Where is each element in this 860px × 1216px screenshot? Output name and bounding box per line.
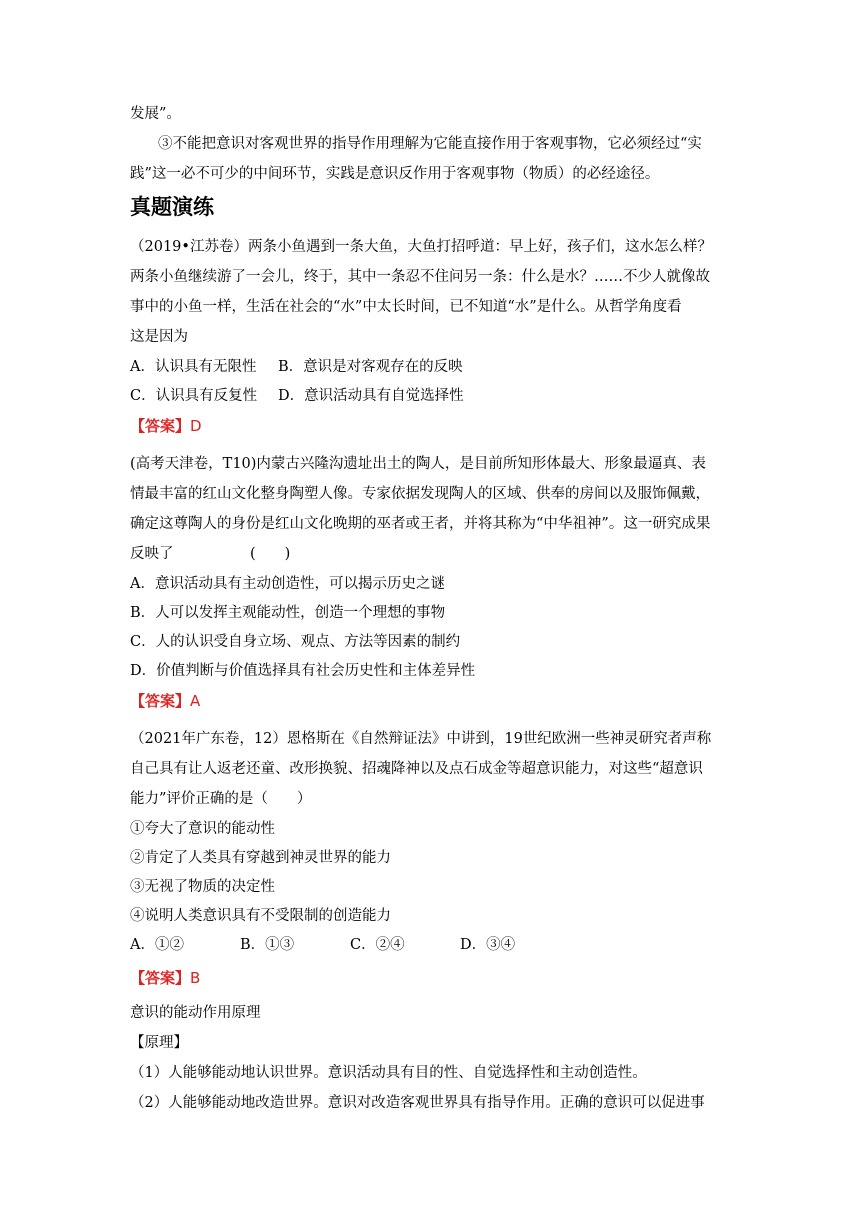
statement-3: ③无视了物质的决定性	[130, 879, 275, 895]
answer	[130, 691, 200, 711]
option-c: C．人的认识受自身立场、观点、方法等因素的制约	[130, 634, 461, 650]
option-c: C．认识具有反复性	[130, 388, 258, 404]
answer-label: 【答案】	[130, 969, 191, 987]
question-text: 这是因为	[130, 329, 188, 345]
question-text: 确定这尊陶人的身份是红山文化晚期的巫者或王者，并将其称为“中华祖神”。这一研究成果	[130, 516, 711, 532]
option-a: A．①②	[130, 937, 184, 953]
answer	[130, 416, 202, 436]
answer-label: 【答案】	[130, 417, 191, 435]
answer-value: B	[190, 969, 201, 987]
answer	[130, 968, 200, 988]
option-d: D．价值判断与价值选择具有社会历史性和主体差异性	[130, 663, 476, 679]
statement-2: ②肯定了人类具有穿越到神灵世界的能力	[130, 850, 391, 866]
option-row	[130, 357, 463, 377]
question-text: 两条小鱼继续游了一会儿，终于，其中一条忍不住问另一条：什么是水？……不少人就像故	[130, 269, 710, 285]
question-text: （2019•江苏卷）两条小鱼遇到一条大鱼，大鱼打招呼道：早上好，孩子们，这水怎么样？	[130, 239, 712, 255]
statement-1: ①夸大了意识的能动性	[130, 821, 275, 837]
answer-label: 【答案】	[130, 692, 191, 710]
text-line: （1）人能够能动地认识世界。意识活动具有目的性、自觉选择性和主动创造性。	[130, 1065, 647, 1081]
answer-value: A	[190, 692, 201, 710]
option-b: B．①③	[240, 937, 295, 953]
option-row	[130, 386, 464, 406]
question-text: 情最丰富的红山文化整身陶塑人像。专家依据发现陶人的区域、供奉的房间以及服饰佩戴，	[130, 486, 710, 502]
section-title: 真题演练	[130, 195, 214, 219]
text-line: 意识的能动作用原理	[130, 1005, 261, 1021]
option-d: D．③④	[460, 937, 516, 953]
question-text: 能力”评价正确的是（ ）	[130, 791, 312, 807]
option-row	[130, 935, 515, 955]
option-d: D．意识活动具有自觉选择性	[278, 388, 464, 404]
text-line: 践”这一必不可少的中间环节，实践是意识反作用于客观事物（物质）的必经途径。	[130, 166, 660, 182]
text-line: ③不能把意识对客观世界的指导作用理解为它能直接作用于客观事物，它必须经过“实	[158, 136, 702, 152]
option-b: B．意识是对客观存在的反映	[278, 359, 463, 375]
question-text: 事中的小鱼一样，生活在社会的“水”中太长时间，已不知道“水”是什么。从哲学角度看	[130, 299, 682, 315]
option-c: C．②④	[350, 937, 405, 953]
text-line: 发展”。	[130, 106, 181, 122]
question-text: （2021年广东卷，12）恩格斯在《自然辩证法》中讲到，19世纪欧洲一些神灵研究者声称	[130, 731, 712, 747]
question-text: 自己具有让人返老还童、改形换貌、招魂降神以及点石成金等超意识能力，对这些“超意识	[130, 761, 703, 777]
answer-value: D	[190, 417, 202, 435]
option-b: B．人可以发挥主观能动性，创造一个理想的事物	[130, 605, 446, 621]
option-a: A．认识具有无限性	[130, 359, 257, 375]
question-text: (高考天津卷，T10)内蒙古兴隆沟遗址出土的陶人，是目前所知形体最大、形象最逼真、表	[130, 456, 706, 472]
option-a: A．意识活动具有主动创造性，可以揭示历史之谜	[130, 576, 445, 592]
statement-4: ④说明人类意识具有不受限制的创造能力	[130, 908, 391, 924]
subheading: 【原理】	[130, 1035, 188, 1051]
text-line: （2）人能够能动地改造世界。意识对改造客观世界具有指导作用。正确的意识可以促进事	[130, 1095, 705, 1111]
question-text: 反映了	[130, 546, 174, 562]
answer-blank: ( )	[250, 546, 291, 562]
